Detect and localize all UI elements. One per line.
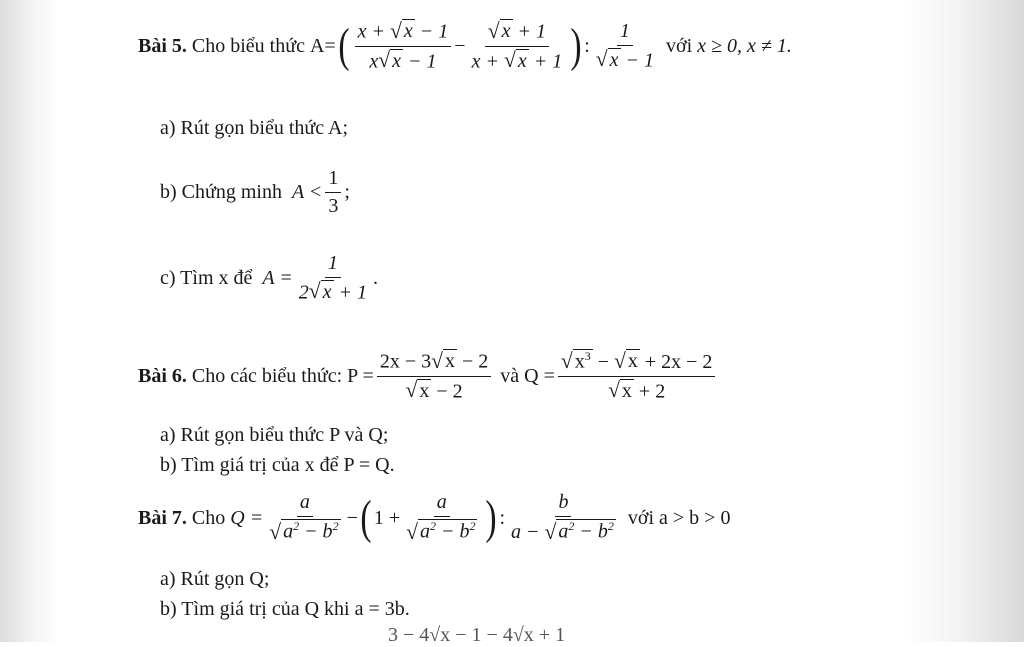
p-fraction: 2x − 3 √ x − 2 √ x − 2 (377, 349, 491, 403)
bai5-fraction-3: 1 √ x − 1 (595, 19, 654, 72)
bai5-part-c: c) Tìm x để A = 1 2 √ x + 1 . (160, 251, 378, 304)
bai5-minus: − (454, 34, 466, 57)
bai5-eq: = (324, 34, 336, 57)
page-shadow-left (0, 0, 60, 642)
bai5-div: : (584, 34, 590, 57)
bai7-part-b: b) Tìm giá trị của Q khi a = 3b. (160, 597, 410, 620)
left-paren: ( (338, 19, 350, 72)
bai7-fraction-1: a √ $a^2 - b^2$ (269, 491, 339, 544)
one-third-fraction: $\frac{1}{3}$ (325, 167, 341, 218)
bai5-condition: x ≥ 0, x ≠ 1. (697, 34, 792, 57)
bai5-part-a: a) Rút gọn biểu thức A; (160, 116, 349, 139)
bai5-intro: Cho biểu thức (191, 34, 305, 57)
bai5-label: Bài 5. (138, 34, 187, 57)
bai6-label: Bài 6. (138, 364, 187, 387)
bai5-a-var: A (309, 34, 325, 57)
bai5-statement (138, 16, 792, 76)
bai6-part-a: a) Rút gọn biểu thức P và Q; (160, 423, 389, 446)
bai5-c-fraction: 1 2 √ x + 1 (298, 251, 367, 304)
page-shadow-right (904, 0, 1024, 642)
bai7-fraction-2: a √ $a^2 - b^2$ (406, 491, 476, 544)
right-paren: ) (570, 19, 582, 72)
bai6-part-b: b) Tìm giá trị của x để P = Q. (160, 453, 395, 476)
cutoff-line: 3 − 4√x − 1 − 4√x + 1 (388, 624, 566, 646)
bai7-label: Bài 7. (138, 506, 187, 529)
bai5-part-b: b) Chứng minh A < $\frac{1}{3}$ ; (160, 166, 350, 217)
bai5-fraction-2: √ x + 1 x + √ x + 1 (471, 18, 563, 72)
bai5-voi: với (666, 34, 693, 57)
bai7-part-a: a) Rút gọn Q; (160, 567, 270, 590)
bai7-statement: Bài 7. Cho Q = a √ $a^2 - b^2$ − ( 1 + a √ $a^2 - b^2$ ) : b a − √ $a^2 - b^2$ với a > b > 0 (138, 491, 731, 544)
q-fraction: √ $x^3$ − √ x + 2x − 2 √ x + 2 (558, 349, 716, 403)
bai7-fraction-3: b a − √ $a^2 - b^2$ (511, 491, 614, 544)
bai6-statement: Bài 6. Cho các biểu thức: P = 2x − 3 √ x − 2 √ x − 2 và Q = √ $x^3$ − √ x + 2x − 2 √ x + 2 (138, 344, 718, 408)
bai5-fraction-1: x + √ x − 1 x √ x − 1 (355, 19, 452, 73)
